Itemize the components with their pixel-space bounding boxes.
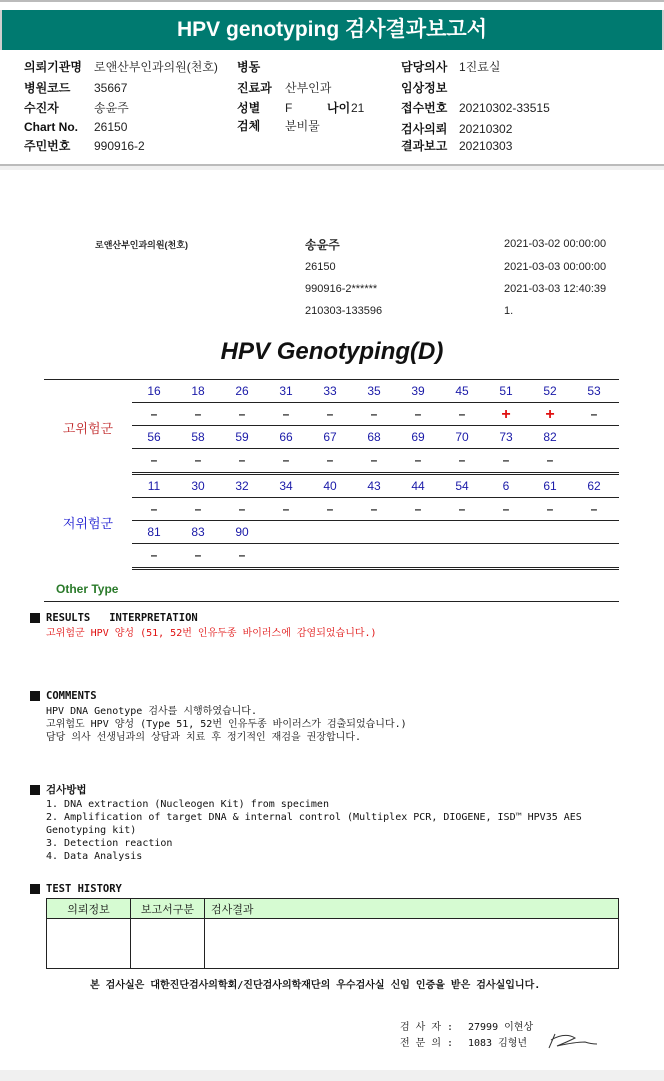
hpv-result: – [238, 453, 246, 467]
result-row [132, 449, 619, 475]
hpv-result: – [370, 502, 378, 516]
table-cell [47, 919, 131, 969]
signer-specialist [400, 1034, 527, 1049]
comment-line: 담당 의사 선생님과의 상담과 치료 후 정기적인 재검을 권장합니다. [46, 732, 362, 743]
request-date: 20210302 [459, 122, 513, 136]
section-heading: TEST HISTORY [46, 883, 122, 895]
tester-name: 27999 이현상 [468, 1022, 534, 1033]
section-heading: 검사방법 [46, 784, 87, 796]
hpv-result: + [501, 406, 511, 423]
label: 전 문 의 : [400, 1038, 454, 1049]
hpv-type: 83 [191, 525, 205, 539]
hpv-type: 30 [191, 479, 205, 493]
hpv-result: – [370, 407, 378, 421]
hpv-type: 35 [367, 384, 381, 398]
type-row [132, 426, 619, 449]
type-row [132, 521, 619, 544]
hpv-type: 44 [411, 479, 425, 493]
hpv-type: 61 [543, 479, 557, 493]
label: 주민번호 [24, 139, 71, 153]
comment-line: HPV DNA Genotype 검사를 시행하였습니다. [46, 706, 257, 717]
signer-tester [400, 1018, 533, 1033]
hpv-type: 43 [367, 479, 381, 493]
type-row [132, 380, 619, 403]
hpv-type: 66 [279, 430, 293, 444]
date-1: 2021-03-02 00:00:00 [504, 238, 607, 250]
hospital-code: 35667 [94, 81, 128, 95]
hpv-type: 40 [323, 479, 337, 493]
hpv-type: 73 [499, 430, 513, 444]
report-summary-panel [0, 0, 664, 166]
hpv-type: 82 [543, 430, 557, 444]
bullet-square-icon [30, 691, 40, 701]
hpv-result: – [194, 548, 202, 562]
bullet-square-icon [30, 785, 40, 795]
method-line: 4. Data Analysis [46, 851, 143, 862]
hpv-type: 34 [279, 479, 293, 493]
hpv-result: – [150, 548, 158, 562]
bullet-square-icon [30, 613, 40, 623]
page-number: 1. [504, 305, 514, 317]
label: 검체 [237, 119, 261, 133]
label: 병동 [237, 60, 261, 74]
section-heading: COMMENTS [46, 690, 97, 702]
date-3: 2021-03-03 12:40:39 [504, 283, 607, 295]
bullet-square-icon [30, 884, 40, 894]
result-row [132, 498, 619, 521]
column-header: 검사결과 [205, 899, 619, 919]
report-title: HPV genotyping 검사결과보고서 [0, 10, 664, 50]
chart-no: 26150 [94, 120, 128, 134]
label: 진료과 [237, 81, 272, 95]
specialist-name: 1083 김형년 [468, 1038, 528, 1049]
hpv-result: – [326, 502, 334, 516]
hpv-type: 56 [147, 430, 161, 444]
label: 결과보고 [401, 139, 448, 153]
hpv-type: 52 [543, 384, 557, 398]
column-header: 의뢰정보 [47, 899, 131, 919]
hpv-type: 33 [323, 384, 337, 398]
result-row [132, 544, 619, 570]
label: 수진자 [24, 101, 59, 115]
hpv-result: – [238, 502, 246, 516]
hpv-type: 6 [502, 479, 510, 493]
report-date: 20210303 [459, 139, 513, 153]
hpv-result: – [458, 502, 466, 516]
results-section [30, 612, 377, 640]
hpv-result: – [546, 502, 554, 516]
hpv-type: 81 [147, 525, 161, 539]
label: Chart No. [24, 120, 78, 134]
hpv-result: – [282, 453, 290, 467]
hpv-type: 18 [191, 384, 205, 398]
age: 21 [351, 101, 365, 115]
hpv-result: – [282, 407, 290, 421]
hpv-result: – [194, 453, 202, 467]
hpv-result: – [414, 453, 422, 467]
hpv-result: – [590, 502, 598, 516]
hpv-result: + [545, 406, 555, 423]
department: 산부인과 [285, 81, 332, 95]
comments-section [30, 690, 407, 744]
specimen: 분비물 [285, 119, 320, 133]
genotyping-title: HPV Genotyping(D) [220, 338, 444, 365]
comment-line: 고위험도 HPV 양성 (Type 51, 52번 인유두종 바이러스가 검출되었습니다.) [46, 719, 407, 730]
hpv-type: 58 [191, 430, 205, 444]
high-risk-label: 고위험군 [62, 421, 114, 436]
hpv-result: – [282, 502, 290, 516]
label: 성별 [237, 101, 261, 115]
genotype-grid [44, 380, 619, 570]
hpv-result: – [326, 453, 334, 467]
other-type: Other Type [44, 580, 619, 602]
hpv-type: 54 [455, 479, 469, 493]
hpv-result: – [502, 502, 510, 516]
certification-text: 본 검사실은 대한진단검사의학회/진단검사의학재단의 우수검사실 신임 인증을 받은 검사실입니다. [90, 980, 541, 991]
method-line: 3. Detection reaction [46, 838, 173, 849]
patient-name: 송윤주 [94, 101, 129, 115]
table-cell [131, 919, 205, 969]
hpv-result: – [370, 453, 378, 467]
hpv-result: – [502, 453, 510, 467]
low-risk-label: 저위험군 [62, 516, 114, 531]
column-header: 보고서구분 [131, 899, 205, 919]
hpv-result: – [238, 407, 246, 421]
type-row [132, 475, 619, 498]
rrn: 990916-2****** [305, 283, 378, 295]
hpv-type: 68 [367, 430, 381, 444]
high-risk-group [44, 380, 619, 475]
doctor: 1진료실 [459, 60, 501, 74]
signature-image [545, 1030, 601, 1052]
hpv-result: – [194, 502, 202, 516]
label: 병원코드 [24, 81, 71, 95]
clinic-name: 로앤산부인과의원(천호) [95, 240, 188, 250]
hpv-result: – [546, 453, 554, 467]
hpv-result: – [238, 548, 246, 562]
hpv-type: 16 [147, 384, 161, 398]
label: 접수번호 [401, 101, 448, 115]
label: 임상정보 [401, 81, 448, 95]
rrn: 990916-2 [94, 139, 145, 153]
hpv-result: – [414, 502, 422, 516]
hpv-result: – [150, 502, 158, 516]
sex: F [285, 101, 293, 115]
hpv-type: 53 [587, 384, 601, 398]
hpv-type: 32 [235, 479, 249, 493]
hpv-type: 62 [587, 479, 601, 493]
hpv-result: – [194, 407, 202, 421]
label: 나이 [327, 101, 351, 115]
hpv-type: 51 [499, 384, 513, 398]
label: 담당의사 [401, 60, 448, 74]
hpv-result: – [414, 407, 422, 421]
hpv-result: – [150, 453, 158, 467]
hpv-type: 90 [235, 525, 249, 539]
section-heading: RESULTS INTERPRETATION [46, 612, 198, 624]
test-history-table [46, 898, 619, 969]
hpv-type: 26 [235, 384, 249, 398]
patient-name: 송윤주 [305, 238, 340, 252]
history-section [30, 883, 122, 895]
hpv-type: 69 [411, 430, 425, 444]
hpv-result: – [326, 407, 334, 421]
sample-id: 210303-133596 [305, 305, 383, 317]
label: 검사의뢰 [401, 122, 448, 136]
label: 의뢰기관명 [24, 60, 82, 74]
hpv-result: – [150, 407, 158, 421]
hpv-result: – [590, 407, 598, 421]
hpv-result: – [458, 407, 466, 421]
hpv-type: 31 [279, 384, 293, 398]
hpv-type: 59 [235, 430, 249, 444]
hpv-type: 11 [147, 479, 161, 493]
hpv-type: 67 [323, 430, 337, 444]
receipt-no: 20210302-33515 [459, 101, 550, 115]
hpv-result: – [458, 453, 466, 467]
method-line: 2. Amplification of target DNA & internal control (Multiplex PCR, DIOGENE, ISD™ HPV35 AES [46, 812, 582, 823]
method-line: Genotyping kit) [46, 825, 137, 836]
hpv-type: 70 [455, 430, 469, 444]
result-row [132, 403, 619, 426]
institution: 로앤산부인과의원(천호) [94, 60, 218, 74]
hpv-type: 45 [455, 384, 469, 398]
method-section [30, 782, 582, 863]
hpv-type: 39 [411, 384, 425, 398]
low-risk-group [44, 475, 619, 570]
method-line: 1. DNA extraction (Nucleogen Kit) from specimen [46, 799, 329, 810]
label: 검 사 자 : [400, 1022, 454, 1033]
table-cell [205, 919, 619, 969]
results-text: 고위험군 HPV 양성 (51, 52번 인유두종 바이러스에 감염되었습니다.) [46, 628, 377, 639]
chart-no: 26150 [305, 261, 336, 273]
date-2: 2021-03-03 00:00:00 [504, 261, 607, 273]
